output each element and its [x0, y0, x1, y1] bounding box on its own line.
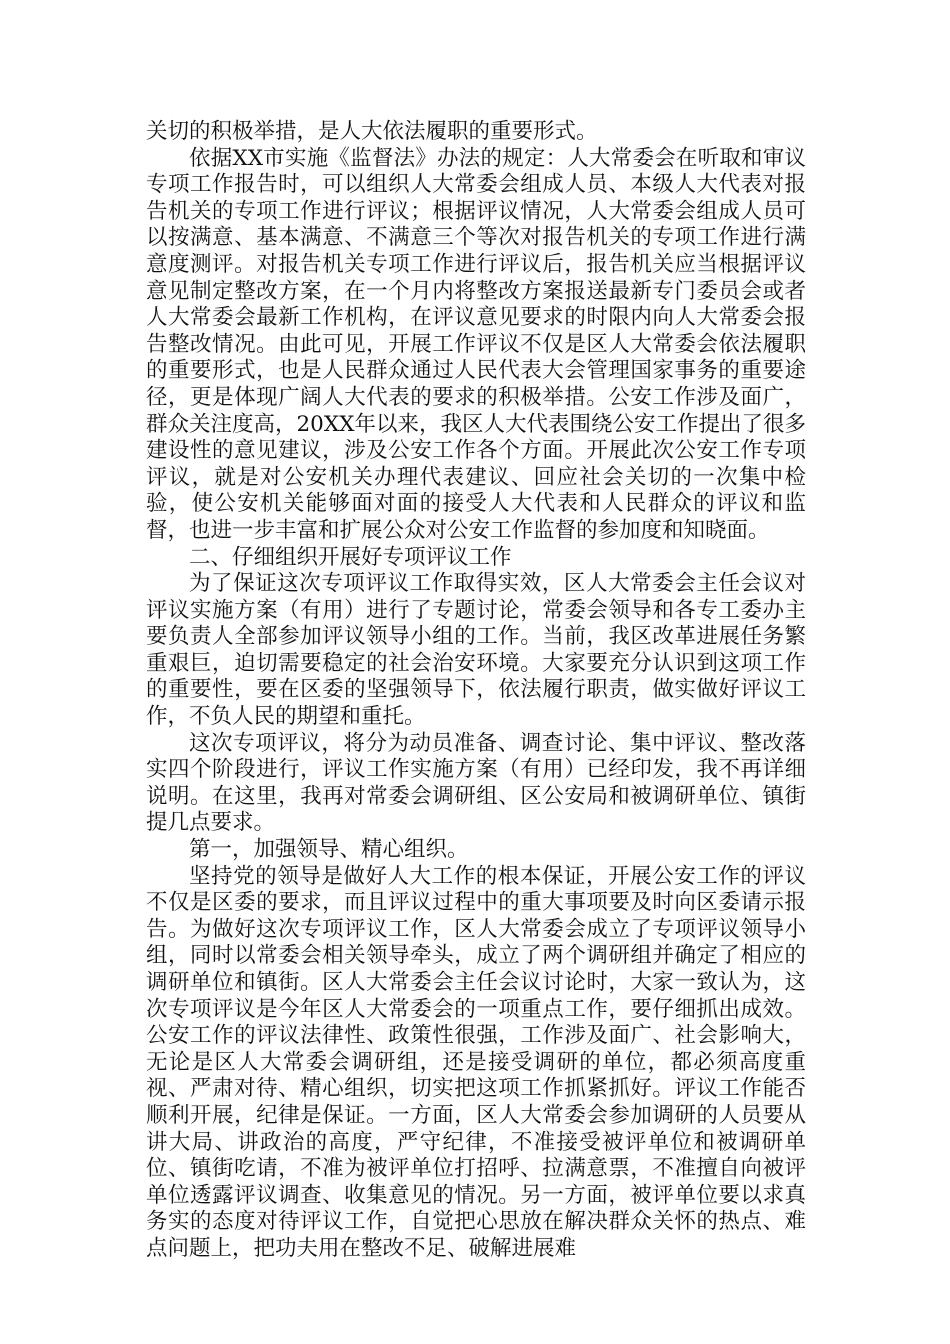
document-body	[146, 119, 806, 1263]
subheading-first: 第一，加强领导、精心组织。	[189, 837, 469, 863]
paragraph-four-stages: 这次专项评议，将分为动员准备、调查讨论、集中评议、整改落实四个阶段进行，评议工作实施方案（有用）已经印发，我不再详细说明。在这里，我再对常委会调研组、区公安局和被调研单位、镇街提几点要求。	[146, 730, 806, 836]
paragraph-supervision-law: 依据XX市实施《监督法》办法的规定：人大常委会在听取和审议专项工作报告时，可以组织人大常委会组成人员、本级人大代表对报告机关的专项工作进行评议；根据评议情况，人大常委会组成人员可以按满意、基本满意、不满意三个等次对报告机关的专项工作进行满意度测评。对报告机关专项工作进行评议后，报告机关应当根据评议意见制定整改方案，在一个月内将整改方案报送最新专门委员会或者人大常委会最新工作机构，在评议意见要求的时限内向人大常委会报告整改情况。由此可见，开展工作评议不仅是区人大常委会依法履职的重要形式，也是人民群众通过人民代表大会管理国家事务的重要途径，更是体现广阔人大代表的要求的积极举措。公安工作涉及面广，群众关注度高，20XX年以来，我区人大代表围绕公安工作提出了很多建设性的意见建议，涉及公安工作各个方面。开展此次公安工作专项评议，就是对公安机关办理代表建议、回应社会关切的一次集中检验，使公安机关能够面对面的接受人大代表和人民群众的评议和监督，也进一步丰富和扩展公众对公安工作监督的参加度和知晓面。	[146, 145, 806, 543]
paragraph-party-leadership: 坚持党的领导是做好人大工作的根本保证，开展公安工作的评议不仅是区委的要求，而且评议过程中的重大事项要及时向区委请示报告。为做好这次专项评议工作，区人大常委会成立了专项评议领导小组，同时以常委会相关领导牵头，成立了两个调研组并确定了相应的调研单位和镇街。区人大常委会主任会议讨论时，大家一致认为，这次专项评议是今年区人大常委会的一项重点工作，要仔细抓出成效。公安工作的评议法律性、政策性很强，工作涉及面广、社会影响大，无论是区人大常委会调研组，还是接受调研的单位，都必须高度重视、严肃对待、精心组织，切实把这项工作抓紧抓好。评议工作能否顺利开展，纪律是保证。一方面，区人大常委会参加调研的人员要从讲大局、讲政治的高度，严守纪律，不准接受被评单位和被调研单位、镇街吃请，不准为被评单位打招呼、拉满意票，不准擅自向被评单位透露评议调查、收集意见的情况。另一方面，被评单位要以求真务实的态度对待评议工作，自觉把心思放在解决群众关怀的热点、难点问题上，把功夫用在整改不足、破解进展难	[146, 863, 806, 1261]
paragraph-implementation-plan: 为了保证这次专项评议工作取得实效，区人大常委会主任会议对评议实施方案（有用）进行了专题讨论，常委会领导和各专工委办主要负责人全部参加评议领导小组的工作。当前，我区改革进展任务繁重艰巨，迫切需要稳定的社会治安环境。大家要充分认识到这项工作的重要性，要在区委的坚强领导下，依法履行职责，做实做好评议工作，不负人民的期望和重托。	[146, 571, 806, 730]
paragraph-continuation: 关切的积极举措，是人大依法履职的重要形式。	[146, 119, 598, 144]
section-heading-2: 二、仔细组织开展好专项评议工作	[189, 544, 512, 570]
